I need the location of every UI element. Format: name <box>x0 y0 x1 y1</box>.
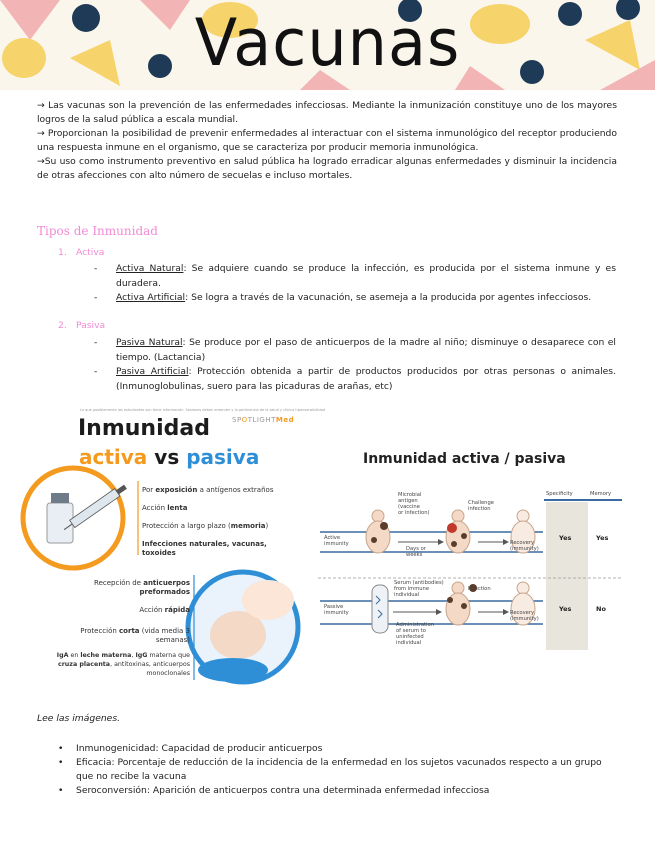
definitions-list <box>58 742 616 798</box>
passive-line-2: preformados <box>139 588 190 596</box>
infographic-subtitle: activa vs pasiva <box>79 445 260 469</box>
sub-item-activa-artificial: - Activa Artificial: Se logra a través de la vacunación, se asemeja a la producida por agentes infecciosos. <box>94 292 592 303</box>
serum-tube-icon <box>372 585 388 633</box>
passive-line-1: Recepción de anticuerpos <box>94 579 190 587</box>
person-icon-1 <box>366 510 390 553</box>
intro-paragraph-1: → Las vacunas son la prevención de las enfermedades infecciosas. Mediante la inmunización constituye uno de los mayores logros de la salud pública a escala mundial. <box>37 100 617 125</box>
diagram-illustrations <box>318 440 643 670</box>
infographic-activa-pasiva-diagram <box>318 440 643 670</box>
passive-line-6: IgA en leche materna, IgG materna que <box>56 652 190 659</box>
section-title: Tipos de Inmunidad <box>37 224 158 238</box>
sub-item-pasiva-natural: - Pasiva Natural: Se produce por el paso de anticuerpos de la madre al niño; disminuye o desaparece con el tiempo. (Lactancia) <box>94 337 616 363</box>
specificity-column <box>546 502 588 650</box>
passive-specificity-value: Yes <box>559 605 572 613</box>
passive-memory-value: No <box>596 605 606 613</box>
active-line-5: toxoides <box>142 549 176 557</box>
active-line-3: Protección a largo plazo (memoria) <box>142 522 269 530</box>
lee-instruction: Lee las imágenes. <box>37 713 121 724</box>
list-item-pasiva: 2. Pasiva <box>58 320 106 331</box>
infection-label: Infection <box>468 586 491 592</box>
list-item-activa: 1. Activa <box>58 247 105 258</box>
page-title: Vacunas <box>194 4 461 81</box>
infographic-activa-vs-pasiva <box>18 405 326 693</box>
passive-line-7: cruza placenta, antitoxinas, anticuerpos <box>57 661 190 668</box>
vial-icon <box>47 503 73 543</box>
passive-line-4: Protección corta (vida media 3 <box>80 627 190 635</box>
col-specificity: Specificity <box>546 491 573 497</box>
passive-line-5: semanas) <box>155 636 190 644</box>
intro-paragraph-3: →Su uso como instrumento preventivo en salud pública ha logrado erradicar algunas enfermedades y disminuir la incidencia de otras afecciones con alto número de secuelas e incluso mortales. <box>37 156 617 181</box>
infographic-small-text: Lo que posiblemente los estudiantes son tiene información. Sesiones deben entender y la pertinencia de la salud y clínica hipersensibilidad <box>80 408 326 412</box>
passive-immunity-label: Passive immunity <box>324 604 349 616</box>
person-icon-4 <box>446 582 470 625</box>
active-specificity-value: Yes <box>559 534 572 542</box>
serum-label: Serum (antibodies) from immune individual <box>394 580 444 598</box>
col-memory: Memory <box>590 491 612 497</box>
intro-text <box>37 99 617 183</box>
passive-line-3: Acción rápida <box>139 606 190 614</box>
passive-line-8: monoclonales <box>146 670 190 677</box>
header-banner <box>0 0 655 90</box>
active-immunity-label: Active immunity <box>324 535 349 547</box>
active-line-1: Por exposición a antígenos extraños <box>142 486 274 494</box>
intro-paragraph-2: → Proporcionan la posibilidad de prevenir enfermedades al interactuar con el sistema inmunológico del receptor produciendo una respuesta inmune en el organismo, que se caracteriza por producir memoria inmunológica. <box>37 128 617 153</box>
infographic-title: Inmunidad <box>78 416 210 441</box>
recovery-label-active: Recovery (immunity) <box>510 540 539 552</box>
definition-eficacia: • Eficacia: Porcentaje de reducción de la incidencia de la enfermedad en los sujetos vacunados respecto a un grupo que no recibe la vacuna <box>58 757 602 782</box>
sub-item-activa-natural: - Activa Natural: Se adquiere cuando se produce la infección, es producida por el sistema inmune y es duradera. <box>94 263 616 289</box>
administration-label: Administration of serum to uninfected individual <box>396 622 434 646</box>
definition-inmunogenicidad: • Inmunogenicidad: Capacidad de producir anticuerpos <box>58 743 323 754</box>
mother-icon <box>242 580 294 620</box>
active-line-4: Infecciones naturales, vacunas, <box>142 540 267 548</box>
vial-cap-icon <box>51 493 69 503</box>
days-weeks-label: Days or weeks <box>406 546 426 558</box>
challenge-infection-label: Challenge infection <box>468 500 494 512</box>
active-line-2: Acción lenta <box>142 504 188 512</box>
recovery-label-passive: Recovery (immunity) <box>510 610 539 622</box>
active-memory-value: Yes <box>596 534 609 542</box>
sub-item-pasiva-artificial: - Pasiva Artificial: Protección obtenida a partir de productos producidos por otras personas o animales. (Inmunoglobulinas, suero para las picaduras de arañas, etc) <box>94 366 616 392</box>
spotlight-logo: SPOTLIGHTMed <box>232 416 295 424</box>
microbial-antigen-label: Microbial antigen (vaccine or infection) <box>398 492 430 516</box>
diagram-title: Inmunidad activa / pasiva <box>363 451 566 467</box>
definition-seroconversion: • Seroconversión: Aparición de anticuerpos contra una determinada enfermedad infecciosa <box>58 785 490 796</box>
